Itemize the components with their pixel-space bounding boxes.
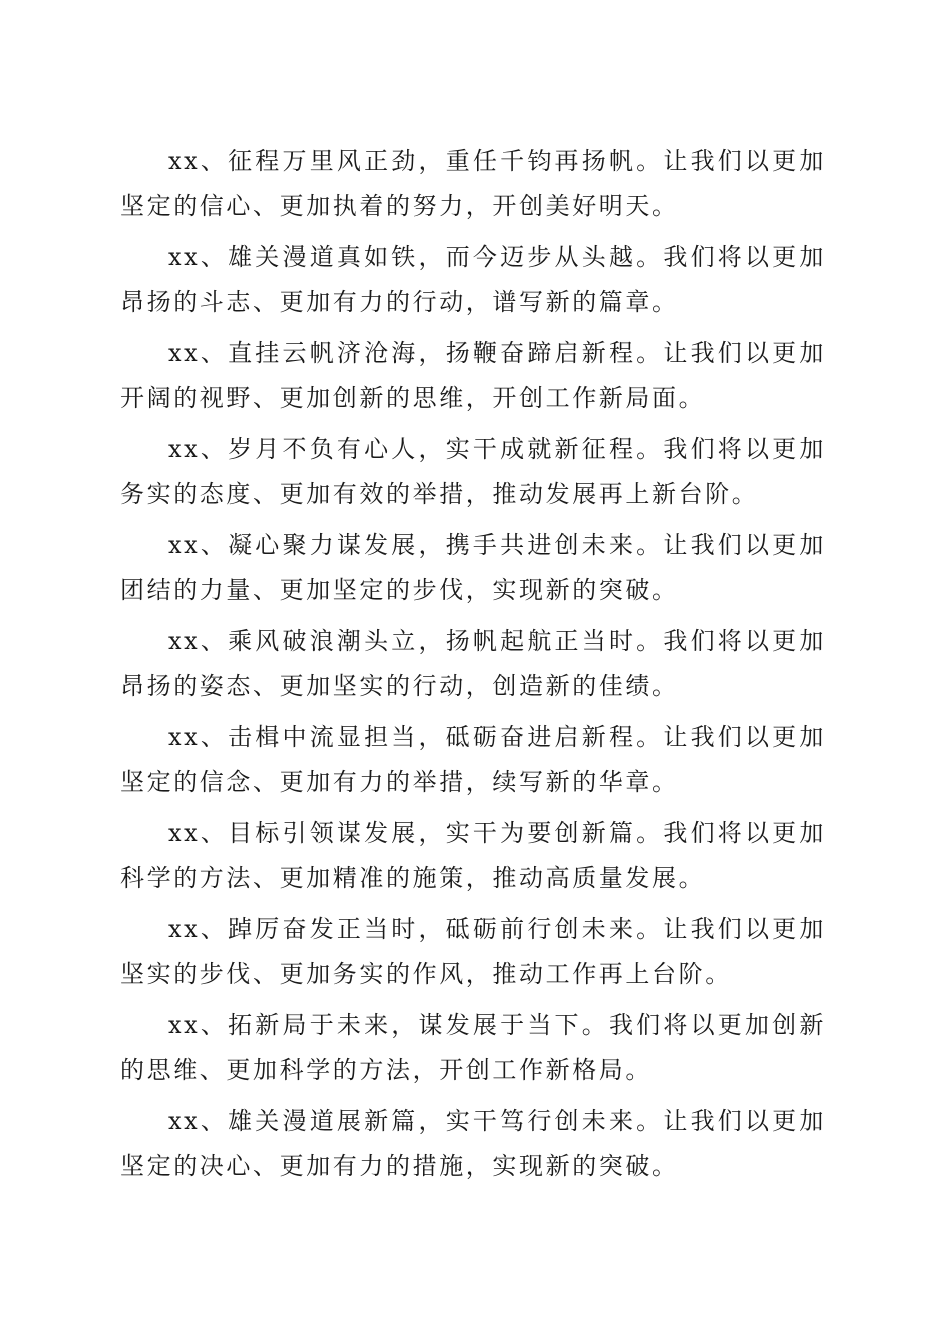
paragraph-line: xx、踔厉奋发正当时，砥砺前行创未来。让我们以更加坚 xyxy=(120,915,826,988)
paragraph-line: 学的方法、更加精准的施策，推动高质量发展。 xyxy=(146,863,706,892)
paragraph-line: 结的力量、更加坚定的步伐，实现新的突破。 xyxy=(146,575,679,604)
paragraph-line: 实的步伐、更加务实的作风，推动工作再上台阶。 xyxy=(146,959,732,988)
paragraph xyxy=(120,427,826,516)
paragraph-line: 定的信念、更加有力的举措，续写新的华章。 xyxy=(146,767,679,796)
paragraph-line: 扬的斗志、更加有力的行动，谱写新的篇章。 xyxy=(146,287,679,316)
paragraph xyxy=(120,715,826,804)
paragraph-line: xx、岁月不负有心人，实干成就新征程。我们将以更加务 xyxy=(120,435,826,508)
paragraph-line: xx、乘风破浪潮头立，扬帆起航正当时。我们将以更加昂 xyxy=(120,627,826,700)
paragraph xyxy=(120,1003,826,1092)
paragraph xyxy=(120,235,826,324)
paragraph-line: xx、凝心聚力谋发展，携手共进创未来。让我们以更加团 xyxy=(120,531,826,604)
paragraph-line: xx、雄关漫道真如铁，而今迈步从头越。我们将以更加昂 xyxy=(120,243,826,316)
paragraph-line: 定的信心、更加执着的努力，开创美好明天。 xyxy=(146,191,679,220)
paragraph xyxy=(120,139,826,228)
paragraph-line: 实的态度、更加有效的举措，推动发展再上新台阶。 xyxy=(146,479,759,508)
paragraph-line: xx、目标引领谋发展，实干为要创新篇。我们将以更加科 xyxy=(120,819,826,892)
paragraph-line: 思维、更加科学的方法，开创工作新格局。 xyxy=(146,1055,653,1084)
paragraph-line: xx、直挂云帆济沧海，扬鞭奋蹄启新程。让我们以更加开 xyxy=(120,339,826,412)
paragraph-line: 扬的姿态、更加坚实的行动，创造新的佳绩。 xyxy=(146,671,679,700)
paragraph-line: xx、击楫中流显担当，砥砺奋进启新程。让我们以更加坚 xyxy=(120,723,826,796)
document-body xyxy=(120,139,826,1195)
paragraph xyxy=(120,331,826,420)
paragraph xyxy=(120,907,826,996)
paragraph-line: xx、拓新局于未来，谋发展于当下。我们将以更加创新的 xyxy=(120,1011,826,1084)
paragraph-line: 阔的视野、更加创新的思维，开创工作新局面。 xyxy=(146,383,706,412)
paragraph-line: xx、征程万里风正劲，重任千钧再扬帆。让我们以更加坚 xyxy=(120,147,826,220)
paragraph xyxy=(120,811,826,900)
paragraph xyxy=(120,1099,826,1188)
paragraph-line: 定的决心、更加有力的措施，实现新的突破。 xyxy=(146,1151,679,1180)
paragraph-line: xx、雄关漫道展新篇，实干笃行创未来。让我们以更加坚 xyxy=(120,1107,826,1180)
paragraph xyxy=(120,619,826,708)
paragraph xyxy=(120,523,826,612)
